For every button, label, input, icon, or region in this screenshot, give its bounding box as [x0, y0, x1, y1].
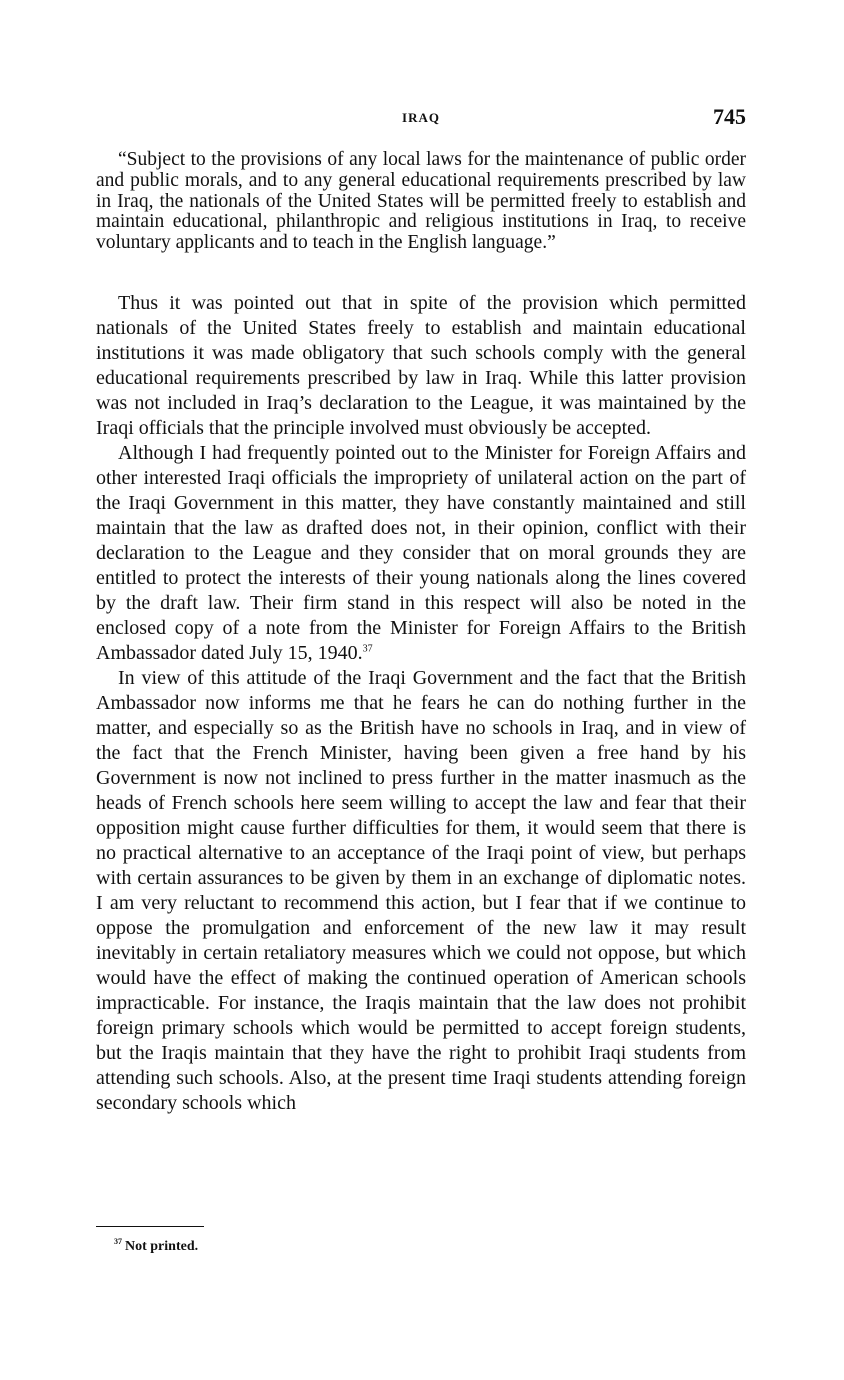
paragraph-2: [96, 441, 746, 666]
running-head: IRAQ: [402, 110, 440, 125]
footnote-divider: [96, 1226, 204, 1227]
footnote: [114, 1239, 198, 1255]
paragraph-1: [96, 291, 746, 441]
footnote-number: 37: [114, 1237, 122, 1247]
quoted-passage: “Subject to the provisions of any local laws for the maintenance of public order and public morals, and to any general educational requirements prescribed by law in Iraq, the nationals of the United States will be permitted freely to establish and maintain educational, philanthropic and religious institutions in Iraq, to receive voluntary applicants and to teach in the English language.”: [96, 149, 746, 254]
body-text: [96, 291, 746, 1116]
paragraph-3-text: In view of this attitude of the Iraqi Government and the fact that the British Ambassador now informs me that he fears he can do nothing further in the matter, and especially so as the British have no schools in Iraq, and in view of the fact that the French Minister, having been given a free hand by his Government is now not inclined to press further in the matter inasmuch as the heads of French schools here seem willing to accept the law and fear that their opposition might cause further difficulties for them, it would seem that there is no practical alternative to an acceptance of the Iraqi point of view, but perhaps with certain assurances to be given by them in an exchange of diplomatic notes. I am very reluctant to recommend this action, but I fear that if we continue to oppose the promulgation and enforcement of the new law it may result inevitably in certain retaliatory measures which we could not oppose, but which would have the effect of making the continued operation of American schools impracticable. For instance, the Iraqis maintain that the law does not prohibit foreign primary schools which would be permitted to accept foreign students, but the Iraqis maintain that they have the right to prohibit Iraqi students from attending such schools. Also, at the present time Iraqi students attending foreign secondary schools which: [96, 667, 746, 1114]
paragraph-3: [96, 666, 746, 1116]
paragraph-2-text: Although I had frequently pointed out to the Minister for Foreign Affairs and other interested Iraqi officials the impropriety of unilateral action on the part of the Iraqi Government in this matter, they have constantly maintained and still maintain that the law as drafted does not, in their opinion, conflict with their declaration to the League and they consider that on moral grounds they are entitled to protect the interests of their young nationals along the lines covered by the draft law. Their firm stand in this respect will also be noted in the enclosed copy of a note from the Minister for Foreign Affairs to the British Ambassador dated July 15, 1940.: [96, 442, 746, 664]
paragraph-1-text: Thus it was pointed out that in spite of the provision which permitted nationals of the United States freely to establish and maintain educational institutions it was made obligatory that such schools comply with the general educational requirements prescribed by law in Iraq. While this latter provision was not included in Iraq’s declaration to the League, it was maintained by the Iraqi officials that the principle involved must obviously be accepted.: [96, 292, 746, 439]
page-header: [96, 104, 746, 134]
footnote-text: Not printed.: [125, 1239, 199, 1254]
footnote-reference: 37: [362, 643, 373, 655]
page-number: 745: [713, 104, 746, 129]
